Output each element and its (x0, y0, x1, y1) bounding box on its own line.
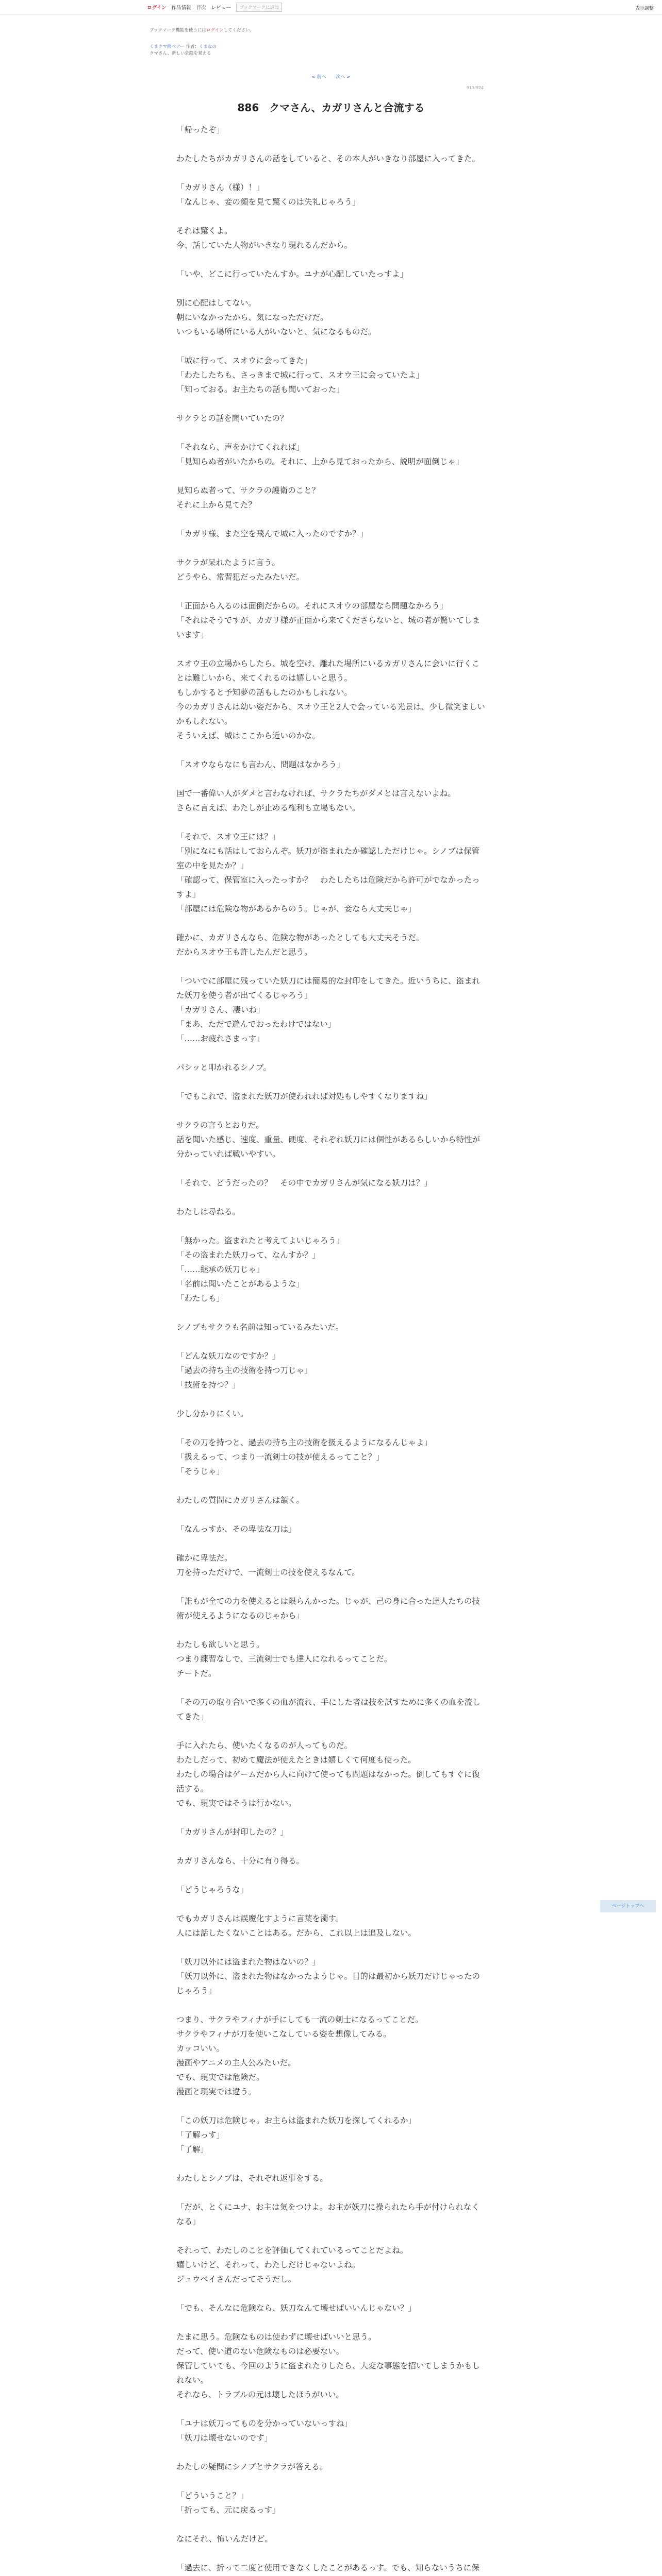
body-line: 「この妖刀は危険じゃ。お主らは盗まれた妖刀を探してくれるか」 (176, 2116, 417, 2125)
body-line: シノブもサクラも名前は知っているみたいだ。 (176, 1323, 344, 1332)
body-line: 嬉しいけど、それって、わたしだけじゃないよね。 (176, 2260, 360, 2269)
body-paragraph (176, 2330, 486, 2402)
body-line: 「正面から入るのは面倒だからの。それにスオウの部屋なら問題なかろう」 (176, 601, 448, 611)
body-line: 見知らぬ者って、サクラの護衛のこと？ (176, 486, 320, 495)
prev-episode-link[interactable]: < 前へ (311, 75, 326, 80)
body-line: サクラが呆れたように言う。 (176, 558, 280, 567)
body-line: 「妖刀は壊せないのです」 (176, 2433, 273, 2443)
body-line: いつもいる場所にいる人がいないと、気になるものだ。 (176, 327, 376, 336)
nav-link-toc[interactable]: 目次 (196, 5, 206, 11)
body-paragraph (176, 267, 486, 281)
body-line: さらに言えば、わたしが止める権利も立場もない。 (176, 803, 360, 812)
body-line: カッコいい。 (176, 2044, 224, 2053)
body-line: それに上から見てた？ (176, 500, 257, 510)
episode-counter: 913/924 (467, 86, 484, 90)
body-line: 「妖刀以外には盗まれた物はないの？」 (176, 1957, 321, 1967)
body-line: 「……お疲れさまっす」 (176, 1034, 264, 1043)
body-line: 確かに、カガリさんなら、危険な物があったとしても大丈夫そうだ。 (176, 933, 424, 942)
body-line: 「ついでに部屋に残っていた妖刀には簡易的な封印をしてきた。近いうちに、盗まれた妖刀を使う者が出てくるじゃろう」 (176, 976, 481, 1000)
body-paragraph (176, 555, 486, 584)
episode-body (176, 123, 486, 2576)
body-line: でもカガリさんは誤魔化すように言葉を濁す。 (176, 1914, 344, 1923)
body-line: 今のカガリさんは幼い姿だから、スオウ王と2人で会っている光景は、少し微笑ましいかもしれない。 (176, 702, 485, 726)
body-line: 「カガリさんが封印したの？」 (176, 1827, 289, 1837)
body-line: 「部屋には危険な物があるからのう。じゃが、妾なら大丈夫じゃ」 (176, 904, 417, 913)
body-line: 「了解」 (176, 2145, 209, 2154)
site-header (0, 0, 662, 15)
body-paragraph (176, 1435, 486, 1479)
body-line: 「ユナは妖刀ってものを分かっていないっすね」 (176, 2419, 353, 2428)
body-line: でも、現実では危険だ。 (176, 2073, 264, 2082)
body-line: それって、わたしのことを評価してくれているってことだよね。 (176, 2246, 408, 2255)
body-paragraph (176, 2488, 486, 2517)
body-line: わたしも欲しいと思う。 (176, 1640, 264, 1649)
body-line: 「その刀の取り合いで多くの血が流れ、手にした者は技を試すために多くの血を流してきた」 (176, 1698, 481, 1721)
body-line: わたしたちがカガリさんの話をしていると、その本人がいきなり部屋に入ってきた。 (176, 154, 481, 163)
body-paragraph (176, 1089, 486, 1104)
body-line: 国で一番偉い人がダメと言わなければ、サクラたちがダメとは言えないよね。 (176, 789, 456, 798)
body-line: でも、現実ではそうは行かない。 (176, 1799, 296, 1808)
body-line: 話を聞いた感じ、速度、重量、硬度、それぞれ妖刀には個性があるらしいから特性が分かっていれば戦いやすい。 (176, 1135, 481, 1159)
body-paragraph (176, 1205, 486, 1219)
body-line: 手に入れたら、使いたくなるのが人ってものだ。 (176, 1741, 353, 1750)
body-line: ジュウベイさんだってそうだし。 (176, 2275, 296, 2284)
display-settings-button[interactable]: 表示調整 (635, 6, 654, 11)
body-line: 別に心配はしてない。 (176, 298, 257, 308)
body-paragraph (176, 527, 486, 541)
body-line: 確かに卑怯だ。 (176, 1553, 233, 1563)
body-paragraph (176, 1738, 486, 1810)
body-line: つまり練習なしで、三流剣士でも達人になれるってことだ。 (176, 1654, 392, 1664)
body-line: 「だが、とくにユナ、お主は気をつけよ。お主が妖刀に操られたら手が付けられなくなる」 (176, 2202, 479, 2226)
body-line: 「その盗まれた妖刀って、なんすか？」 (176, 1250, 320, 1260)
body-paragraph (176, 1695, 486, 1724)
body-paragraph (176, 353, 486, 397)
body-paragraph (176, 1883, 486, 1897)
body-line: 「カガリ様、また空を飛んで城に入ったのですか？」 (176, 529, 369, 538)
body-line: だって、使い道のない危険なものは必要ない。 (176, 2347, 344, 2356)
body-line: 漫画やアニメの主人公みたいだ。 (176, 2058, 296, 2067)
body-paragraph (176, 123, 486, 137)
body-paragraph (176, 1349, 486, 1392)
author-link[interactable]: くまなの (198, 44, 217, 49)
body-line: 人には話したくないことはある。だから、これ以上は追及しない。 (176, 1928, 417, 1938)
body-line: 「でもこれで、盗まれた妖刀が使われれば対処もしやすくなりますね」 (176, 1092, 432, 1101)
body-paragraph (176, 483, 486, 512)
body-line: どうやら、常習犯だったみたいだ。 (176, 572, 305, 582)
body-line: わたしの質問にカガリさんは頷く。 (176, 1496, 304, 1505)
body-line: 「でも、そんなに危険なら、妖刀なんて壊せばいいんじゃない？」 (176, 2303, 417, 2313)
body-paragraph (176, 2113, 486, 2157)
body-paragraph (176, 1493, 486, 1507)
body-line: 「折っても、元に戻るっす」 (176, 2505, 280, 2515)
body-paragraph (176, 757, 486, 772)
body-line: 「……継承の妖刀じゃ」 (176, 1265, 264, 1274)
notice-text-pre: ブックマーク機能を使うには (150, 28, 206, 33)
body-paragraph (176, 296, 486, 339)
body-line: 少し分かりにくい。 (176, 1409, 249, 1418)
body-line: わたしの場合はゲームだから人に向けて使っても問題はなかった。倒してもすぐに復活する。 (176, 1770, 481, 1793)
body-line: わたしとシノブは、それぞれ返事をする。 (176, 2174, 328, 2183)
body-line: 「いや、どこに行っていたんすか。ユナが心配していたっすよ」 (176, 269, 408, 279)
body-line: カガリさんなら、十分に有り得る。 (176, 1856, 305, 1866)
body-paragraph (176, 656, 486, 743)
novel-title-link[interactable]: くまクマ熊ベアー (150, 44, 185, 49)
body-line: 「妖刀以外に、盗まれた物はなかったようじゃ。目的は最初から妖刀だけじゃったのじゃろう」 (176, 1972, 481, 1995)
nav-link-work-info[interactable]: 作品情報 (171, 5, 191, 11)
episode-pager (0, 73, 662, 80)
body-paragraph (176, 180, 486, 209)
body-paragraph (176, 1118, 486, 1161)
body-line: 刀を持っただけで、一流剣士の技を使えるなんて。 (176, 1568, 360, 1577)
body-line: チートだ。 (176, 1669, 217, 1678)
body-line: 「どういうこと？」 (176, 2491, 249, 2500)
body-line: 「それなら、声をかけてくれれば」 (176, 443, 305, 452)
body-paragraph (176, 1551, 486, 1580)
login-link[interactable]: ログイン (147, 5, 167, 11)
body-paragraph (176, 2200, 486, 2229)
body-line: 「別になにも話はしておらんぞ。妖刀が盗まれたか確認しただけじゃ。シノブは保管室の中を見たか？」 (176, 846, 480, 870)
body-paragraph (176, 974, 486, 1046)
body-paragraph (176, 1522, 486, 1536)
body-line: 「見知らぬ者がいたからの。それに、上から見ておったから、説明が面倒じゃ」 (176, 457, 464, 466)
body-paragraph (176, 1060, 486, 1075)
body-line: わたしの疑問にシノブとサクラが答える。 (176, 2462, 328, 2471)
body-line: 「扱えるって、つまり一流剣士の技が使えるってこと？」 (176, 1452, 384, 1462)
body-line: わたしだって、初めて魔法が使えたときは嬉しくて何度も使った。 (176, 1755, 416, 1765)
body-paragraph (176, 2012, 486, 2099)
body-paragraph (176, 224, 486, 252)
body-line: 「技術を持つ？」 (176, 1380, 241, 1389)
body-line: それは驚くよ。 (176, 226, 233, 235)
body-paragraph (176, 1406, 486, 1421)
body-paragraph (176, 1594, 486, 1623)
body-line: 「スオウならなにも言わん、問題はなかろう」 (176, 760, 345, 769)
notice-text-post: してください。 (223, 28, 255, 33)
body-line: サクラの言うとおりだ。 (176, 1121, 264, 1130)
body-line: つまり、サクラやフィナが手にしても一流の剣士になるってことだ。 (176, 2015, 423, 2024)
body-paragraph (176, 786, 486, 815)
body-line: 「無かった。盗まれたと考えてよいじゃろう」 (176, 1236, 344, 1245)
chapter-title: クマさん、新しい危険を覚える (150, 51, 211, 56)
body-paragraph (176, 2171, 486, 2185)
notice-login-link[interactable]: ログイン (206, 28, 224, 33)
body-line: 「名前は聞いたことがあるような」 (176, 1279, 305, 1289)
body-line: 「なんじゃ、妾の顔を見て驚くのは失礼じゃろう」 (176, 197, 360, 207)
body-paragraph (176, 440, 486, 469)
body-line: 「過去の持ち主の技術を持つ刀じゃ」 (176, 1366, 312, 1375)
body-line: それなら、トラブルの元は壊したほうがいい。 (176, 2390, 344, 2399)
novel-info (150, 43, 217, 49)
bookmark-button[interactable]: ブックマークに追加 (236, 3, 283, 12)
body-paragraph (176, 599, 486, 642)
body-paragraph (176, 829, 486, 916)
body-paragraph (176, 151, 486, 166)
body-line: 「どうじゃろうな」 (176, 1885, 249, 1894)
body-paragraph (176, 1911, 486, 1940)
body-paragraph (176, 2243, 486, 2286)
body-paragraph (176, 930, 486, 959)
body-line: 「それで、スオウ王には？」 (176, 832, 280, 841)
page-top-button[interactable]: ページトップへ (600, 1900, 656, 1912)
body-line: 「城に行って、スオウに会ってきた」 (176, 356, 312, 365)
body-line: わたしは尋ねる。 (176, 1207, 241, 1216)
body-line: パシッと叩かれるシノブ。 (176, 1063, 271, 1072)
body-paragraph (176, 2561, 486, 2576)
body-paragraph (176, 1233, 486, 1306)
next-episode-link[interactable]: 次へ > (336, 75, 351, 80)
body-line: 「知っておる。お主たちの話も聞いておった」 (176, 385, 344, 394)
episode-title: 886 クマさん、カガリさんと合流する (237, 101, 425, 114)
body-line: 「了解っす」 (176, 2130, 225, 2140)
body-line: 「それはそうですが、カガリ様が正面から来てくださらないと、城の者が驚いてしまいます」 (176, 616, 481, 639)
body-line: だからスオウ王も許したんだと思う。 (176, 947, 312, 957)
body-line: 「カガリさん、凄いね」 (176, 1005, 265, 1014)
body-paragraph (176, 1637, 486, 1681)
body-paragraph (176, 1825, 486, 1839)
body-paragraph (176, 2532, 486, 2546)
body-line: もしかすると予知夢の話もしたのかもしれない。 (176, 688, 353, 697)
body-line: 「過去に、折って二度と使用できなくしたことがあるっす。でも、知らないうちに保 (176, 2563, 479, 2572)
body-line: 「それで、どうだったの？ その中でカガリさんが気になる妖刀は？」 (176, 1178, 432, 1188)
body-paragraph (176, 411, 486, 426)
body-line: 「誰もが全ての力を使えるとは限らんかった。じゃが、己の身に合った達人たちの技術が使えるようになるのじゃから」 (176, 1597, 481, 1620)
body-paragraph (176, 2416, 486, 2445)
body-line: 「わたしたちも、さっきまで城に行って、スオウ王に会っていたよ」 (176, 370, 424, 380)
body-line: 「なんっすか、その卑怯な刀は」 (176, 1524, 296, 1534)
body-paragraph (176, 1955, 486, 1998)
body-line: 漫画と現実では違う。 (176, 2087, 257, 2096)
body-paragraph (176, 1176, 486, 1190)
body-line: 「カガリさん（様）！」 (176, 183, 264, 192)
body-line: 保管していても、今回のように盗まれたりしたら、大変な事態を招いてしまうかもしれない。 (176, 2361, 481, 2385)
body-paragraph (176, 2460, 486, 2474)
author-label: 作者： (186, 44, 199, 49)
body-line: たまに思う。危険なものは使わずに壊せばいいと思う。 (176, 2332, 376, 2342)
body-line: そういえば、城はここから近いのかな。 (176, 731, 321, 740)
login-notice (150, 27, 254, 33)
body-line: 「そうじゃ」 (176, 1467, 225, 1476)
body-line: なにそれ、怖いんだけど。 (176, 2534, 273, 2544)
body-line: 「どんな妖刀なのですか？」 (176, 1351, 280, 1361)
body-paragraph (176, 1854, 486, 1868)
body-line: サクラやフィナが刀を使いこなしている姿を想像してみる。 (176, 2029, 391, 2039)
body-line: サクラとの話を聞いていたの？ (176, 414, 288, 423)
header-nav (147, 3, 282, 12)
body-line: 「その刀を持つと、過去の持ち主の技術を扱えるようになるんじゃよ」 (176, 1438, 433, 1447)
body-line: 「確認って、保管室に入ったっすか？ わたしたちは危険だから許可がでなかったっすよ」 (176, 875, 480, 899)
body-line: 朝にいなかったから、気になっただけだ。 (176, 313, 328, 322)
body-line: 今、話していた人物がいきなり現れるんだから。 (176, 241, 353, 250)
body-line: 「わたしも」 (176, 1294, 225, 1303)
body-paragraph (176, 1320, 486, 1334)
nav-link-review[interactable]: レビュー (211, 5, 231, 11)
body-line: 「帰ったぞ」 (176, 125, 225, 134)
body-paragraph (176, 2301, 486, 2315)
body-line: 「まあ、ただで遊んでおったわけではない」 (176, 1020, 336, 1029)
body-line: スオウ王の立場からしたら、城を空け、離れた場所にいるカガリさんに会いに行くことは難しいから、来てくれるのは嬉しいと思う。 (176, 659, 480, 683)
